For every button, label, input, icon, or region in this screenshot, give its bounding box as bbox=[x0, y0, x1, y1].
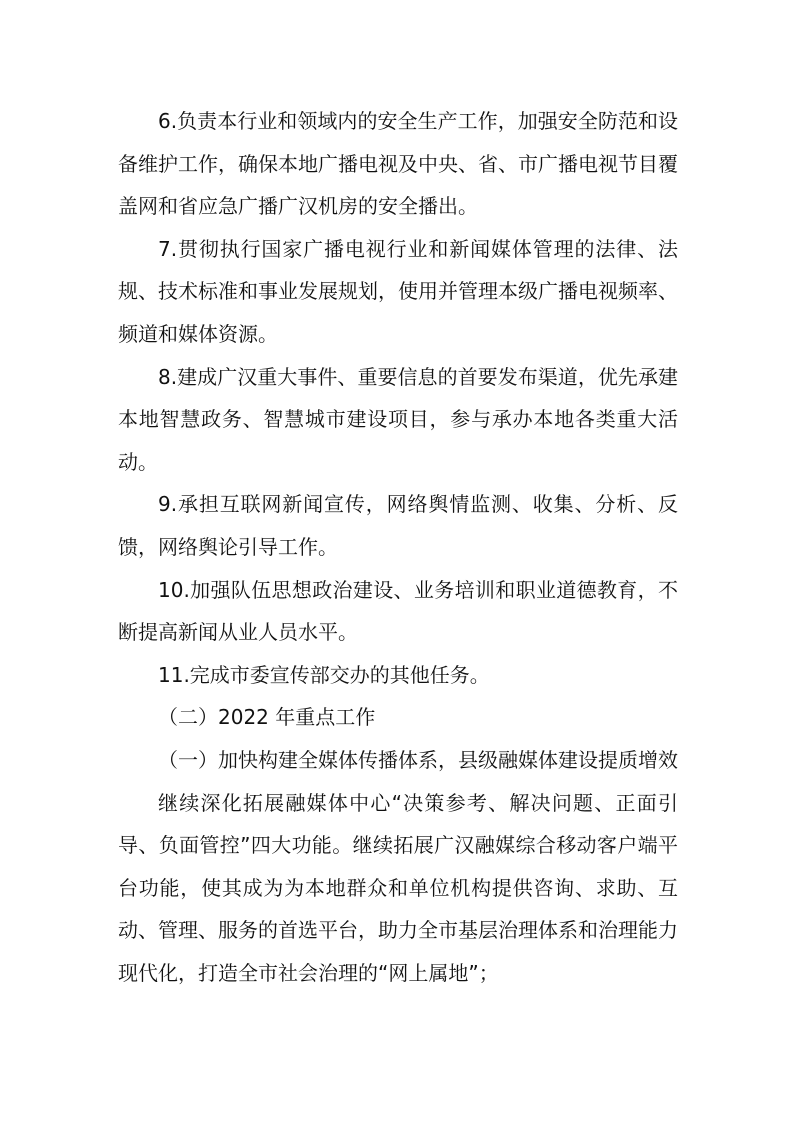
document-body bbox=[118, 100, 678, 994]
paragraph-item-7: 7.贯彻执行国家广播电视行业和新闻媒体管理的法律、法规、技术标准和事业发展规划，使用并管理本级广播电视频率、频道和媒体资源。 bbox=[118, 236, 678, 346]
paragraph-item-11: 11.完成市委宣传部交办的其他任务。 bbox=[158, 662, 490, 687]
paragraph-item-6: 6.负责本行业和领域内的安全生产工作，加强安全防范和设备维护工作，确保本地广播电视及中央、省、市广播电视节目覆盖网和省应急广播广汉机房的安全播出。 bbox=[118, 109, 678, 219]
sub-heading: （一）加快构建全媒体传播体系，县级融媒体建设提质增效 bbox=[158, 747, 678, 772]
paragraph-item-10: 10.加强队伍思想政治建设、业务培训和职业道德教育，不断提高新闻从业人员水平。 bbox=[118, 577, 678, 645]
body-paragraph: 继续深化拓展融媒体中心“决策参考、解决问题、正面引导、负面管控”四大功能。继续拓展广汉融媒综合移动客户端平台功能，使其成为为本地群众和单位机构提供咨询、求助、互动、管理、服务的首选平台，助力全市基层治理体系和治理能力现代化，打造全市社会治理的“网上属地”； bbox=[118, 790, 678, 985]
paragraph-item-9: 9.承担互联网新闻宣传，网络舆情监测、收集、分析、反馈，网络舆论引导工作。 bbox=[118, 492, 678, 559]
section-heading: （二）2022 年重点工作 bbox=[158, 705, 376, 730]
paragraph-item-8: 8.建成广汉重大事件、重要信息的首要发布渠道，优先承建本地智慧政务、智慧城市建设项目，参与承办本地各类重大活动。 bbox=[118, 364, 678, 474]
